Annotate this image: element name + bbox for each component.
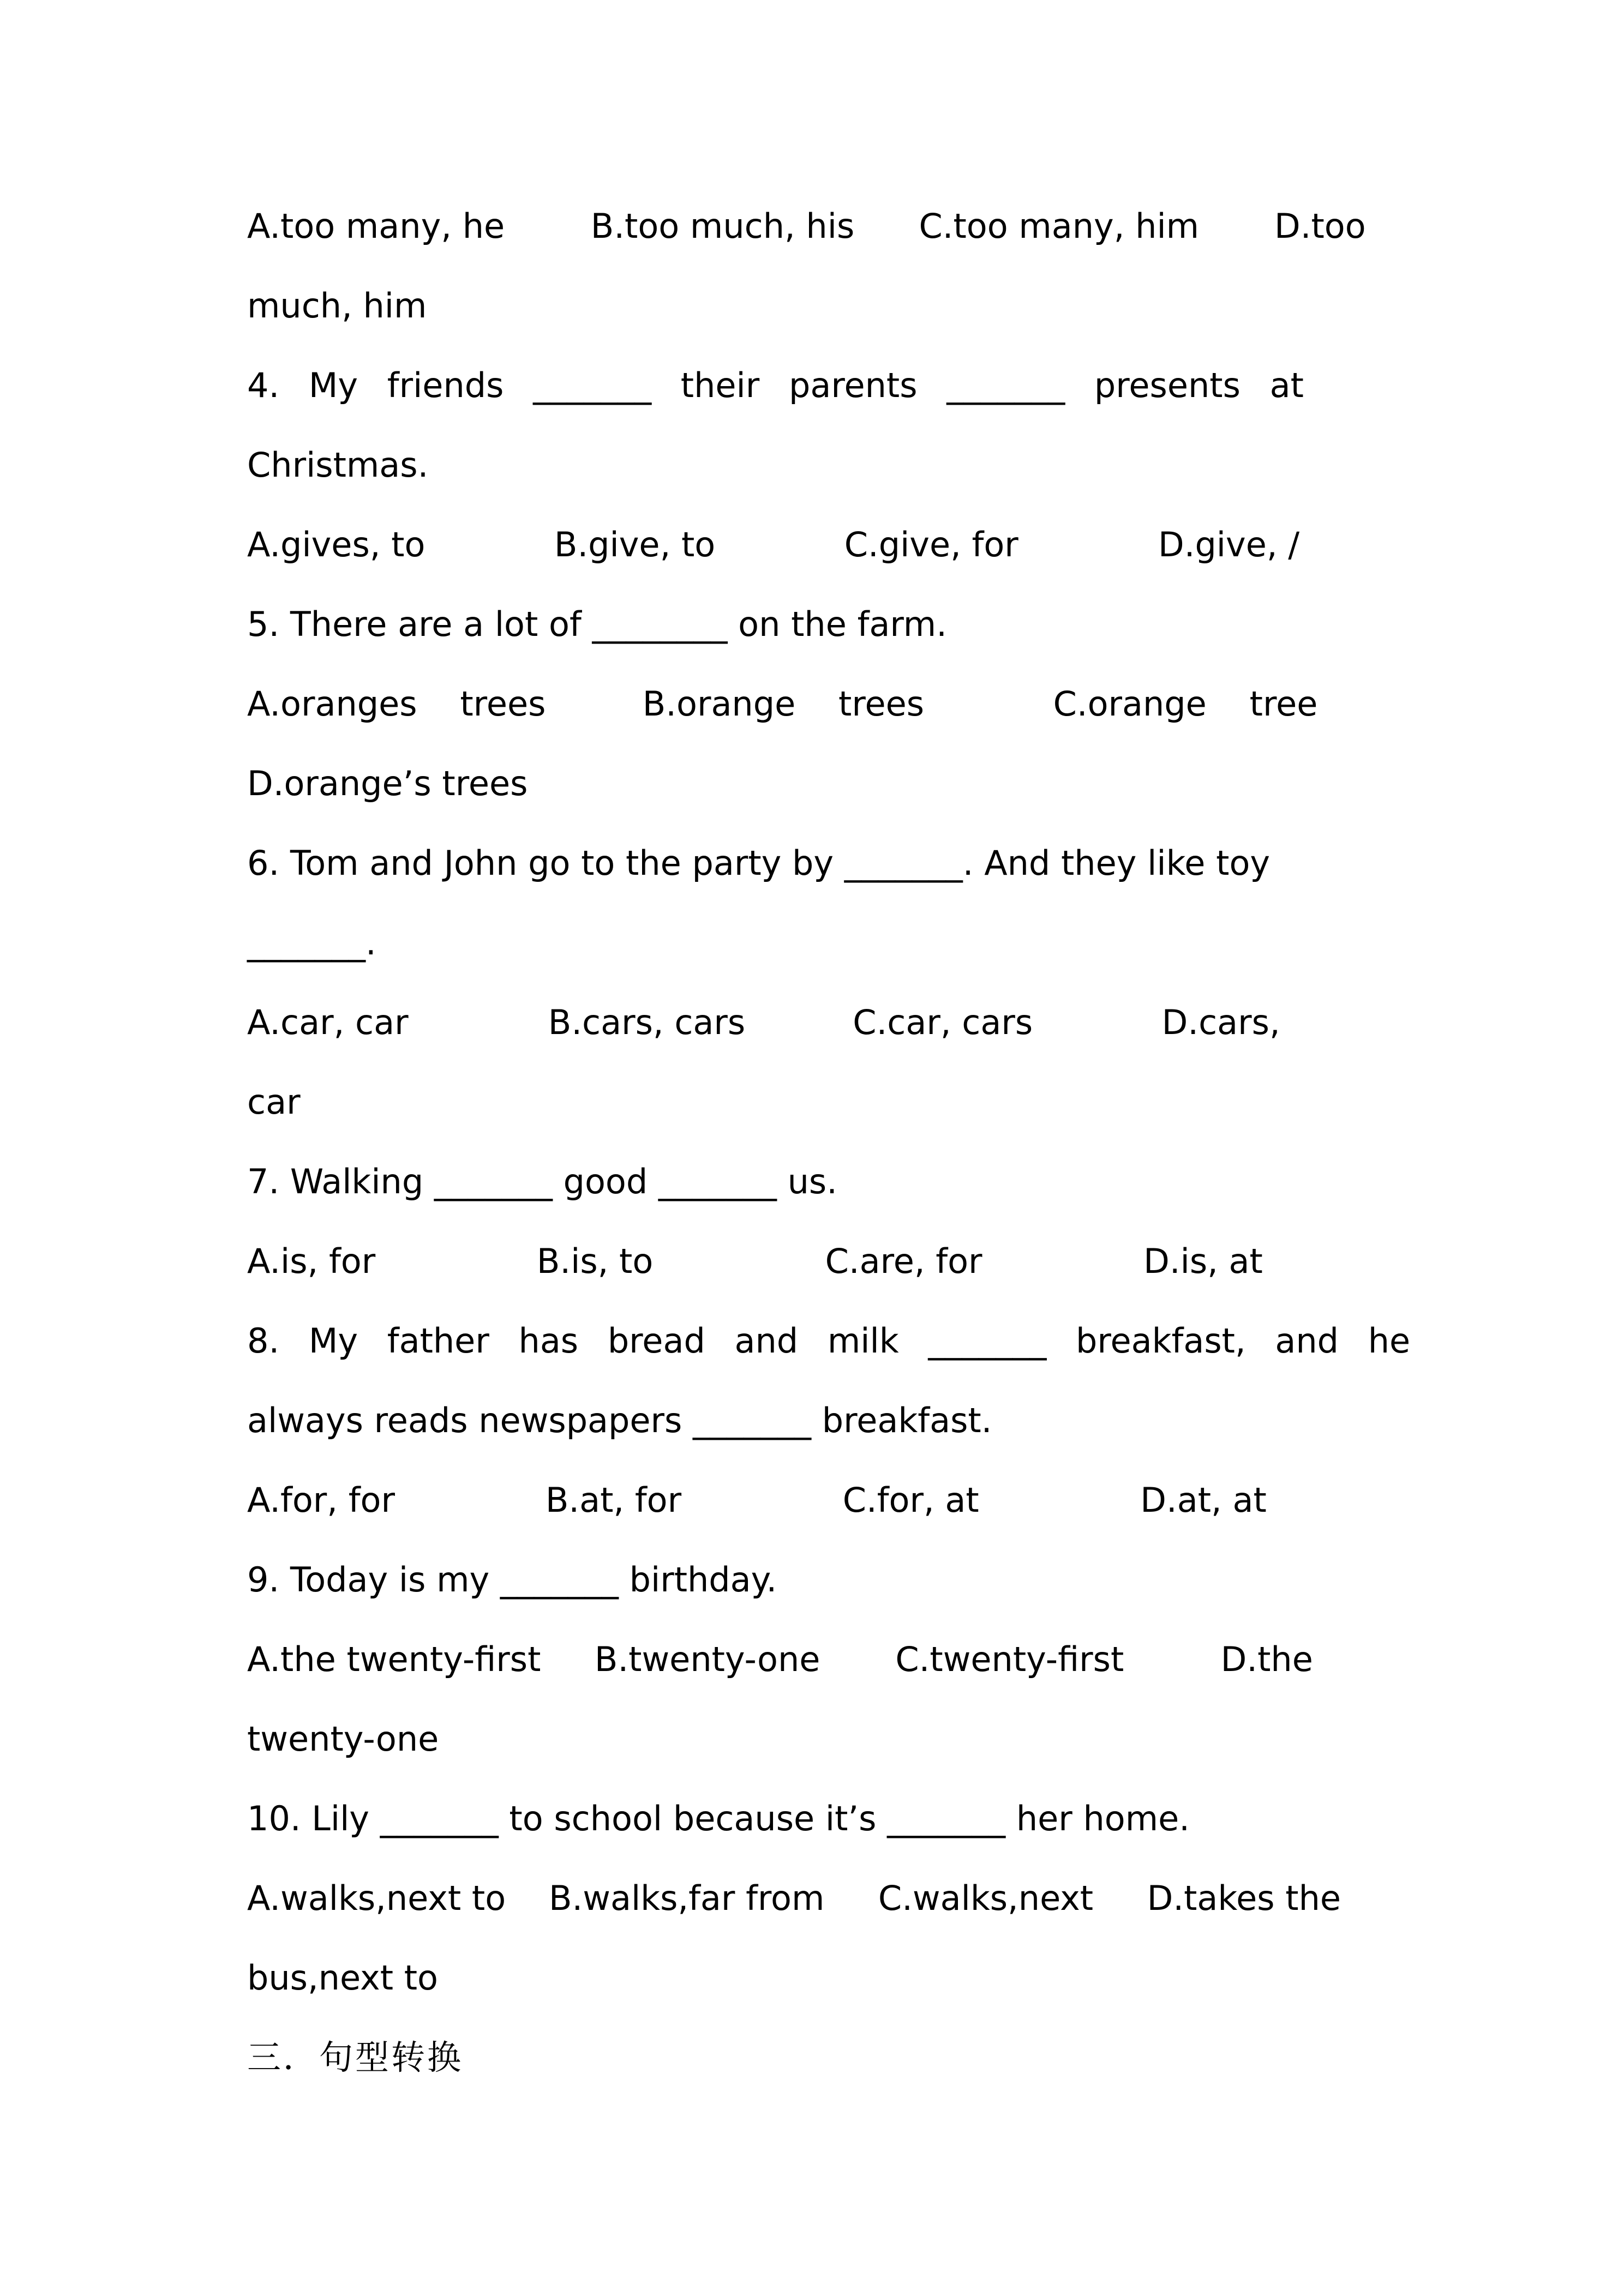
- q10-stem-line: 10. Lily _______ to school because it’s _______ her home.: [247, 1799, 1190, 1838]
- q10-options-line-2: bus,next to: [247, 1958, 438, 1998]
- q5-options-line-2: D.orange’s trees: [247, 764, 528, 803]
- q3-options-line-2: much, him: [247, 286, 427, 326]
- q6-options-line-2: car: [247, 1082, 301, 1122]
- q7-options-line: A.is, for B.is, to C.are, for D.is, at: [247, 1241, 1263, 1281]
- q8-stem-line-1: 8. My father has bread and milk _______ breakfast, and he: [247, 1321, 1411, 1361]
- q9-stem-line: 9. Today is my _______ birthday.: [247, 1560, 777, 1600]
- q10-options-line-1: A.walks,next to B.walks,far from C.walks,next D.takes the: [247, 1878, 1341, 1918]
- q9-options-line-2: twenty-one: [247, 1719, 439, 1759]
- q4-stem-line-2: Christmas.: [247, 445, 429, 485]
- q8-options-line: A.for, for B.at, for C.for, at D.at, at: [247, 1480, 1267, 1520]
- q6-options-line-1: A.car, car B.cars, cars C.car, cars D.cars,: [247, 1002, 1280, 1042]
- q8-stem-line-2: always reads newspapers _______ breakfast.: [247, 1401, 992, 1440]
- q5-stem-line: 5. There are a lot of ________ on the farm.: [247, 604, 947, 644]
- section-3-header: 三．句型转换: [247, 2037, 464, 2077]
- q9-options-line-1: A.the twenty-first B.twenty-one C.twenty-first D.the: [247, 1639, 1313, 1679]
- q4-options-line: A.gives, to B.give, to C.give, for D.give, /: [247, 525, 1300, 564]
- worksheet-text-block: [247, 187, 1411, 2097]
- q6-stem-line-2: _______.: [247, 923, 376, 963]
- q6-stem-line-1: 6. Tom and John go to the party by _______. And they like toy: [247, 843, 1271, 883]
- q3-options-line-1: A.too many, he B.too much, his C.too many, him D.too: [247, 206, 1366, 246]
- q5-options-line-1: A.oranges trees B.orange trees C.orange tree: [247, 684, 1318, 724]
- q4-stem-line-1: 4. My friends _______ their parents _______ presents at: [247, 365, 1304, 405]
- q7-stem-line: 7. Walking _______ good _______ us.: [247, 1162, 837, 1201]
